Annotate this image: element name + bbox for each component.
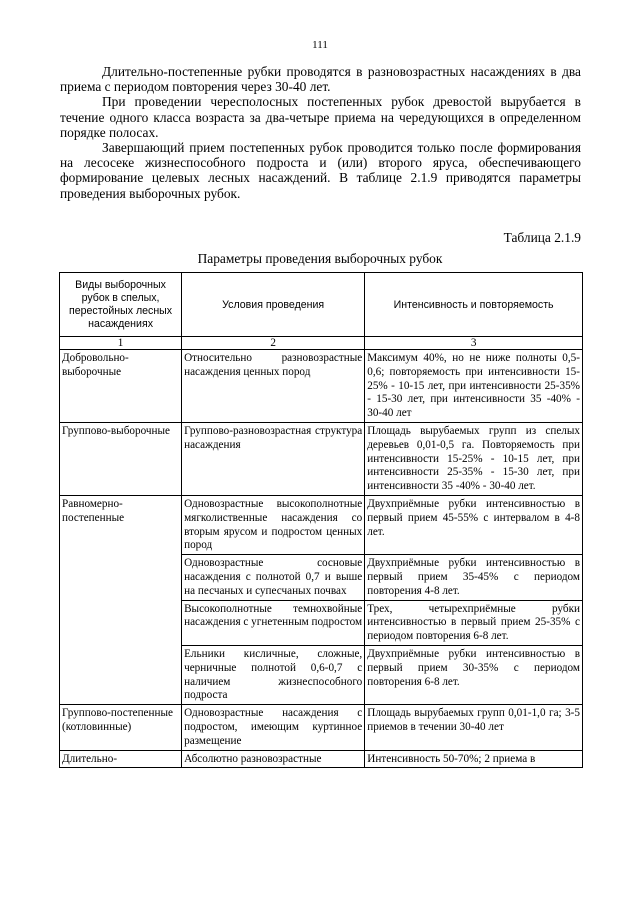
- row-type: Равномерно-постепенные: [60, 495, 182, 704]
- table-row: [60, 422, 583, 495]
- table-row: [60, 750, 583, 768]
- table-row: [60, 495, 583, 554]
- header-cell: Виды выборочных рубок в спелых, перестойных лесных насаждениях: [60, 273, 182, 337]
- body-text: [60, 64, 581, 201]
- paragraph-2: При проведении чересполосных постепенных рубок древостой вырубается в течение одного класса возраста за два-четыре приема на чередующихся в определенном порядке полосах.: [60, 94, 581, 140]
- row-condition: Высокополнотные темнохвойные насаждения с угнетенным подростом: [182, 600, 365, 645]
- row-condition: Ельники кисличные, сложные, черничные полнотой 0,6-0,7 с наличием жизнеспособного подроста: [182, 645, 365, 704]
- row-type: Добровольно-выборочные: [60, 350, 182, 423]
- paragraph-3: Завершающий прием постепенных рубок проводится только после формирования на лесосеке жизнеспособного подроста и (или) второго яруса, обеспечивающего формирование целевых лесных насаждений. В таблице 2.1.9 приводятся параметры проведения выборочных рубок.: [60, 140, 581, 201]
- data-table: [59, 272, 583, 768]
- row-intensity: Двухприёмные рубки интенсивностью в первый прием 35-45% с периодом повторения 4-8 лет.: [365, 555, 583, 600]
- table-label: Таблица 2.1.9: [503, 230, 581, 245]
- row-intensity: Трех, четырехприёмные рубки интенсивностью в первый прием 25-35% с периодом повторения 6-8 лет.: [365, 600, 583, 645]
- row-intensity: Интенсивность 50-70%; 2 приема в: [365, 750, 583, 768]
- column-number: 1: [60, 337, 182, 350]
- table-row: [60, 705, 583, 750]
- row-type: Группово-постепенные (котловинные): [60, 705, 182, 750]
- row-condition: Одновозрастные насаждения с подростом, имеющим куртинное размещение: [182, 705, 365, 750]
- row-type: Группово-выборочные: [60, 422, 182, 495]
- header-cell: Интенсивность и повторяемость: [365, 273, 583, 337]
- row-type: Длительно-: [60, 750, 182, 768]
- row-condition: Одновозрастные сосновые насаждения с полнотой 0,7 и выше на песчаных и супесчаных почвах: [182, 555, 365, 600]
- row-intensity: Площадь вырубаемых групп 0,01-1,0 га; 3-5 приемов в течении 30-40 лет: [365, 705, 583, 750]
- row-intensity: Двухприёмные рубки интенсивностью в первый прием 30-35% с периодом повторения 6-8 лет.: [365, 645, 583, 704]
- column-number: 2: [182, 337, 365, 350]
- column-number-row: [60, 337, 583, 350]
- table-title: Параметры проведения выборочных рубок: [197, 251, 443, 266]
- row-intensity: Площадь вырубаемых групп из спелых деревьев 0,01-0,5 га. Повторяемость при интенсивности 15-25% - 10-15 лет, при интенсивности 25-35% - 15-30 лет, при интенсивности 35 -40% - 30-40 лет.: [365, 422, 583, 495]
- page-number: 111: [312, 39, 328, 51]
- row-intensity: Максимум 40%, но не ниже полноты 0,5-0,6; повторяемость при интенсивности 15-25% - 10-15 лет, при интенсивности 25-35% - 15-30 лет, при интенсивности 35 -40% - 30-40 лет: [365, 350, 583, 423]
- table-row: [60, 350, 583, 423]
- table-header-row: [60, 273, 583, 337]
- column-number: 3: [365, 337, 583, 350]
- row-condition: Абсолютно разновозрастные: [182, 750, 365, 768]
- row-condition: Группово-разновозрастная структура насаждения: [182, 422, 365, 495]
- row-condition: Одновозрастные высокополнотные мягколиственные насаждения со вторым ярусом и подростом ценных пород: [182, 495, 365, 554]
- header-cell: Условия проведения: [182, 273, 365, 337]
- paragraph-1: Длительно-постепенные рубки проводятся в разновозрастных насаждениях в два приема с периодом повторения через 30-40 лет.: [60, 64, 581, 95]
- row-condition: Относительно разновозрастные насаждения ценных пород: [182, 350, 365, 423]
- row-intensity: Двухприёмные рубки интенсивностью в первый прием 45-55% с интервалом в 4-8 лет.: [365, 495, 583, 554]
